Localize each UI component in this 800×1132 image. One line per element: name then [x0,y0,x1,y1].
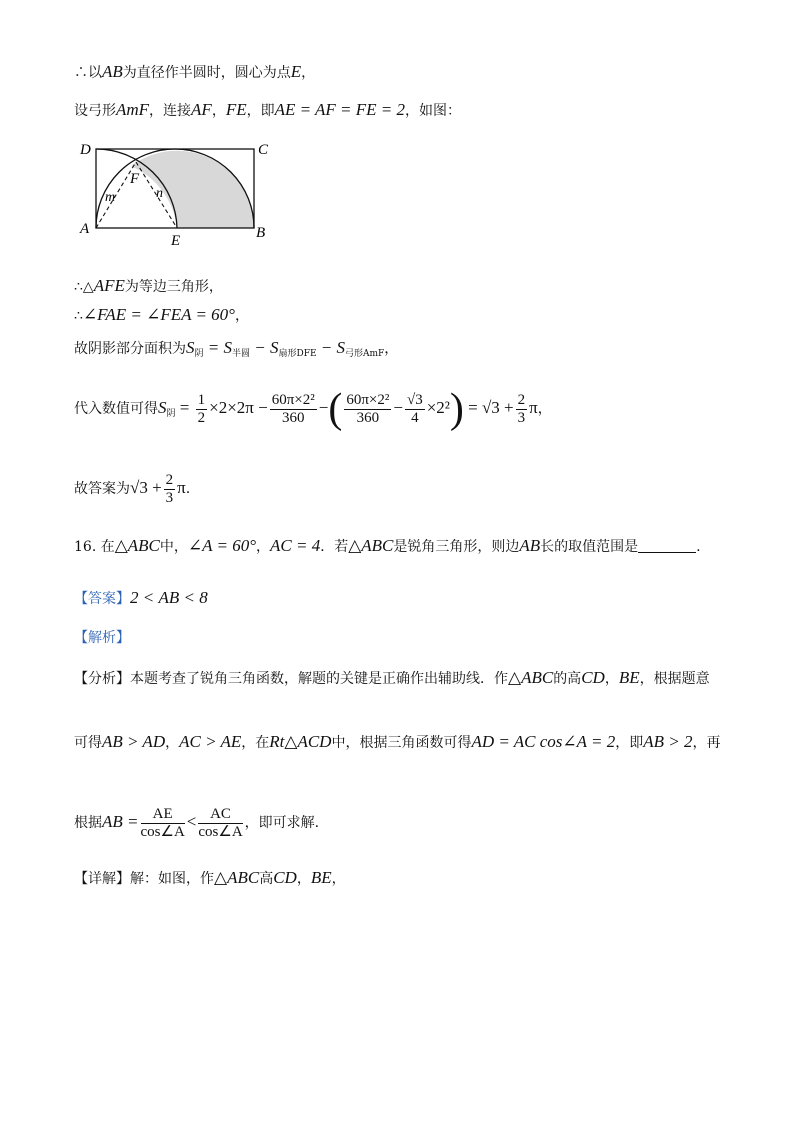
text: ，连接 [149,103,192,119]
text: ， [537,401,552,417]
text: 故阴影部分面积为 [74,341,186,357]
text: ，即 [615,735,644,751]
text: 中，根据三角函数可得 [331,735,472,751]
geometry-figure [76,135,276,250]
math: BE [310,868,332,887]
text: ．若 [320,539,349,555]
line-angles [74,305,249,326]
fraction [270,392,317,427]
text: ，在 [241,735,270,751]
label-f: F [130,171,140,187]
text: 中， [159,539,188,555]
denominator: cos∠A [198,823,243,840]
label-b: B [256,225,266,241]
line-relations [74,732,720,753]
subscript: 弓形AmF [345,349,385,359]
line-equilateral [74,276,223,297]
text: 16. 在 [74,539,115,555]
math: ×2² [426,398,450,417]
analysis-line [74,628,130,648]
math-fe: FE [225,100,247,119]
text: ， [165,735,180,751]
math: CD [581,668,605,687]
math: = √3 + [463,398,514,417]
math: AC = 4 [270,536,321,555]
numerator: 60π×2² [271,391,315,408]
line-answer-value [74,468,190,509]
math: AB [519,536,541,555]
text: ， [211,103,226,119]
math: ∠A = 60° [187,536,256,555]
fraction [198,806,242,841]
math-s: S [158,398,167,417]
text: . [696,539,701,555]
fenxi-line [74,668,710,689]
math: π [177,478,186,497]
text: 设弓形 [74,103,116,119]
text: 故答案为 [74,481,130,497]
math: AB > 2 [643,732,693,751]
numerator: AC [198,806,242,824]
math: AB > AD [102,732,166,751]
math: ×2×2π − [209,398,268,417]
math: − [318,398,329,417]
text: ， [301,65,316,81]
text: ，即 [246,103,275,119]
answer-tag: 【答案】 [74,591,130,607]
math: − S [250,338,279,357]
text: ， [331,871,346,887]
text: 的高 [553,671,582,687]
denominator: 4 [411,409,419,426]
math-s: S [186,338,195,357]
numerator: 60π×2² [346,391,390,408]
text: ，如图： [405,103,462,119]
xiangjie-line [74,868,346,889]
denominator: 3 [517,409,526,426]
fraction [344,392,391,427]
line-semicircle-intro [74,62,315,83]
label-a: A [80,221,90,237]
math: BE [618,668,640,687]
math: − [393,398,403,417]
denominator: 360 [281,409,305,426]
numerator: AE [141,806,185,824]
text: ∴以 [74,65,102,81]
math-equal-sides: AE = AF = FE = 2 [274,100,406,119]
line-area-formula [74,338,398,364]
fraction [141,806,185,841]
text: ， [384,341,399,357]
analysis-tag: 【解析】 [74,630,130,646]
math-afe: AFE [93,276,125,295]
label-e: E [171,233,181,249]
math: < [186,812,197,831]
left-paren: ( [328,386,343,432]
text: ， [296,871,311,887]
text: 根据 [74,815,102,831]
math: AC > AE [179,732,242,751]
text: 长的取值范围是 [540,539,639,555]
fraction [405,392,425,427]
text: . [185,481,191,497]
line-segment-def [74,100,461,121]
math-amf: AmF [116,100,150,119]
text: ，根据题意 [639,671,710,687]
label-d: D [80,142,91,158]
text: ， [256,539,270,555]
math: = S [203,338,232,357]
text: 为直径作半圆时，圆心为点 [122,65,291,81]
text: ， [604,671,619,687]
subscript: 阴 [166,409,176,419]
line-area-calc [74,386,552,436]
answer-line [74,588,208,609]
question-16 [74,536,701,557]
text: ∴△ [74,279,94,295]
right-paren: ) [449,386,464,432]
math: △ABC [214,868,260,887]
fraction [196,392,208,427]
math: − S [316,338,346,357]
text: 是锐角三角形，则边 [393,539,520,555]
denominator: 360 [356,409,380,426]
numerator: 2 [165,471,174,488]
numerator: √3 [406,391,423,408]
text: 本题考查了锐角三角函数，解题的关键是正确作出辅助线．作 [130,671,508,687]
math: △ABC [114,536,160,555]
denominator: cos∠A [140,823,185,840]
text: 为等边三角形， [124,279,223,295]
text: 可得 [74,735,102,751]
denominator: 3 [165,489,174,506]
math: = [175,398,194,417]
math: Rt△ACD [269,732,332,751]
text: 高 [259,871,274,887]
subscript: 阴 [194,349,204,359]
label-n: n [156,186,163,201]
denominator: 2 [197,409,206,426]
text: 解：如图，作 [130,871,214,887]
math-angle-eq: ∠FAE = ∠FEA = 60° [82,305,235,324]
math: CD [273,868,297,887]
fraction [516,392,528,427]
answer-value: 2 < AB < 8 [130,588,208,607]
label-c: C [258,142,269,158]
text: 代入数值可得 [74,401,158,417]
math-e: E [290,62,302,81]
xiangjie-tag: 【详解】 [74,871,130,887]
text: ∴ [74,308,83,324]
label-m: m [105,190,116,205]
math: AB = [102,812,139,831]
answer-blank [638,552,696,553]
math-af: AF [191,100,212,119]
numerator: 1 [197,391,206,408]
math: △ABC [348,536,394,555]
math: AD = AC cos∠A = 2 [471,732,616,751]
subscript: 半圆 [232,349,251,359]
text: ， [234,308,249,324]
shaded-region [131,151,254,228]
math: △ABC [508,668,554,687]
math: √3 + [130,478,162,497]
math: π [529,398,538,417]
subscript: 扇形DFE [278,349,317,359]
text: ，即可求解. [244,815,320,831]
line-ab-bound [74,800,319,845]
fraction [164,472,176,507]
text: ，再 [692,735,721,751]
math-ab: AB [102,62,123,81]
numerator: 2 [517,391,526,408]
fenxi-tag: 【分析】 [74,671,130,687]
